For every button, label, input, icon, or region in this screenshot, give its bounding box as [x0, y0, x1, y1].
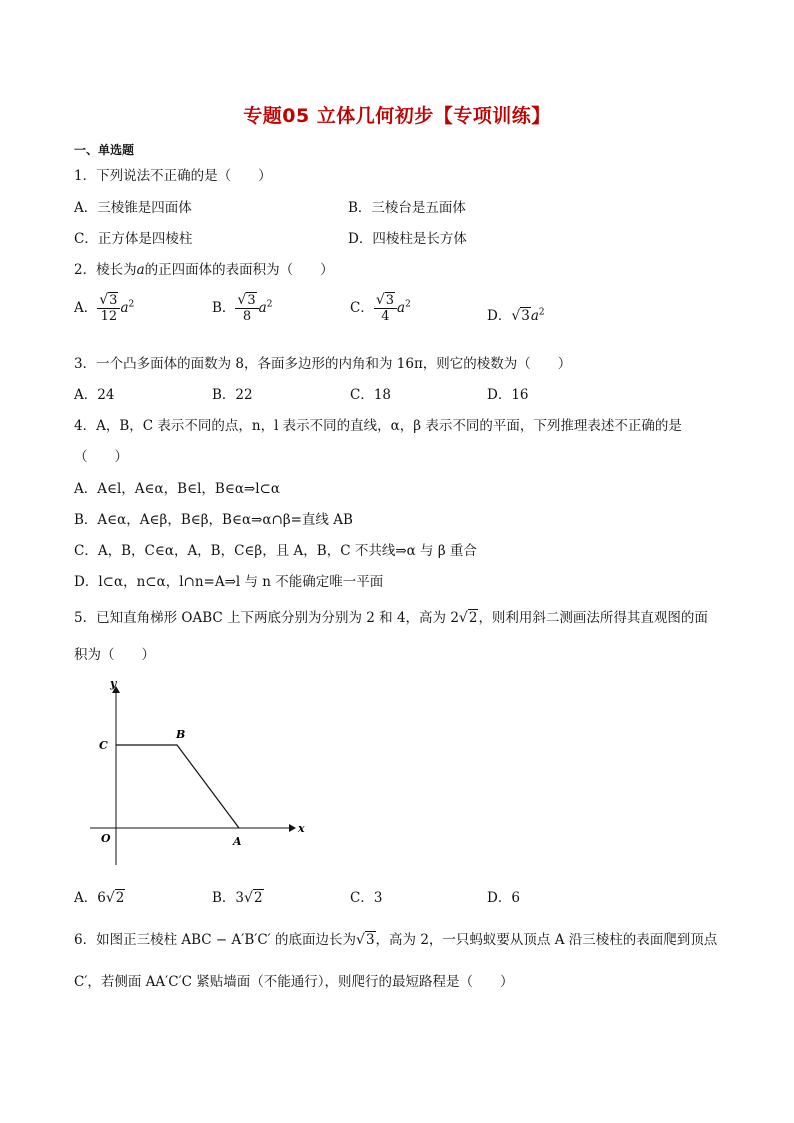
question-2-option-c: C． $\frac{√3}{4}$ $a^2$ — [350, 292, 411, 324]
question-1-option-b: B．三棱台是五面体 — [348, 200, 466, 216]
question-4-option-b: B．A∈α，A∈β，B∈β，B∈α⇒α∩β=直线 AB — [74, 512, 353, 528]
y-axis-label: y — [110, 677, 117, 690]
question-2-stem: 2．棱长为a的正四面体的表面积为（ ） — [74, 262, 334, 278]
question-2-option-b: B． $\frac{√3}{8}$ $a^2$ — [212, 292, 273, 324]
question-5-option-a: A．6√2 — [74, 890, 125, 906]
question-2-option-d: D．$√3a^2$ — [487, 307, 545, 324]
trapezoid-figure — [90, 675, 320, 875]
question-4-stem-cont: （ ） — [74, 449, 128, 465]
point-c-label: C — [99, 739, 108, 752]
question-3-option-d: D．16 — [487, 387, 529, 403]
question-5-option-b: B．3√2 — [212, 890, 263, 906]
question-4-stem: 4．A，B，C 表示不同的点，n，l 表示不同的直线，α，β 表示不同的平面，下列推理表述不正确的是 — [74, 418, 682, 434]
page-title: 专题05 立体几何初步【专项训练】 — [243, 105, 551, 127]
question-5-option-d: D．6 — [487, 890, 520, 906]
question-4-option-a: A．A∈l，A∈α，B∈l，B∈α⇒l⊂α — [74, 481, 280, 497]
question-4-option-c: C．A，B，C∈α，A，B，C∈β，且 A，B，C 不共线⇒α 与 β 重合 — [74, 543, 477, 559]
question-5-option-c: C．3 — [350, 890, 383, 906]
question-4-option-d: D．l⊂α，n⊂α，l∩n=A⇒l 与 n 不能确定唯一平面 — [74, 574, 384, 590]
question-1-option-d: D．四棱柱是长方体 — [348, 231, 467, 247]
question-5-stem-cont: 积为（ ） — [74, 647, 155, 663]
trapezoid-edges — [116, 745, 239, 828]
question-1-option-a: A．三棱锥是四面体 — [74, 200, 192, 216]
point-o-label: O — [101, 832, 111, 845]
question-2-option-a: A． $\frac{√3}{12}$ $a^2$ — [74, 292, 135, 324]
question-3-option-a: A．24 — [74, 387, 115, 403]
point-a-label: A — [233, 835, 242, 848]
x-axis-label: x — [298, 822, 305, 835]
question-6-stem: 6．如图正三棱柱 ABC − A′B′C′ 的底面边长为√3，高为 2，一只蚂蚁要从顶点 A 沿三棱柱的表面爬到顶点 — [74, 932, 718, 948]
question-3-option-c: C．18 — [350, 387, 392, 403]
point-b-label: B — [176, 728, 186, 741]
question-6-stem-cont: C′，若侧面 AA′C′C 紧贴墙面（不能通行），则爬行的最短路程是（ ） — [74, 974, 514, 990]
question-1-option-c: C．正方体是四棱柱 — [74, 231, 193, 247]
question-3-stem: 3．一个凸多面体的面数为 8，各面多边形的内角和为 16π，则它的棱数为（ ） — [74, 356, 572, 372]
question-3-option-b: B．22 — [212, 387, 253, 403]
section-heading: 一、单选题 — [74, 143, 135, 157]
question-5-stem: 5．已知直角梯形 OABC 上下两底分别为分别为 2 和 4，高为 2√2，则利用斜二测画法所得其直观图的面 — [74, 610, 708, 626]
question-1-stem: 1．下列说法不正确的是（ ） — [74, 168, 272, 184]
